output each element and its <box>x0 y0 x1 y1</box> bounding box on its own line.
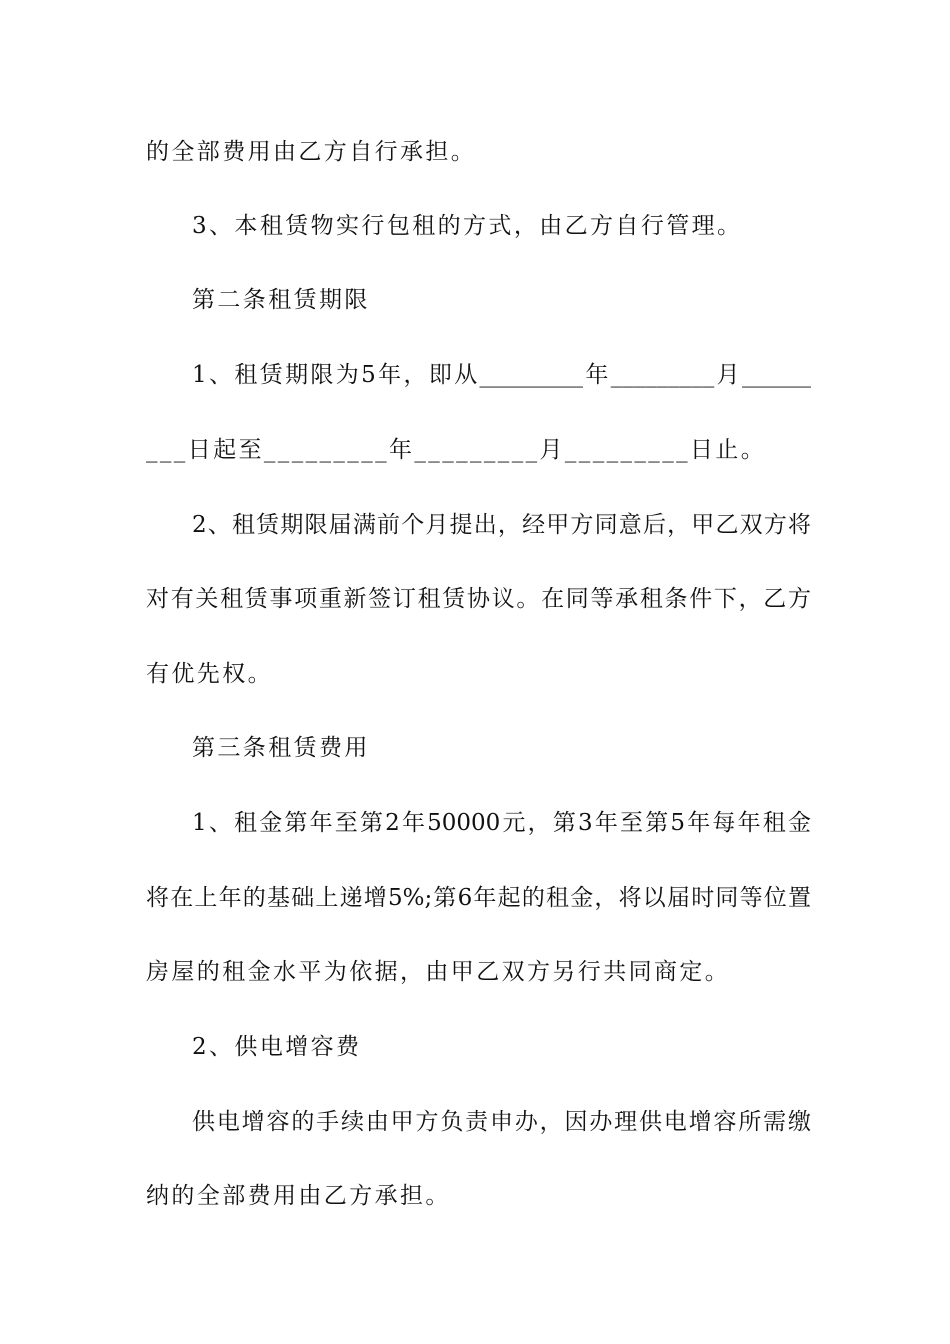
paragraph-line: 房屋的租金水平为依据，由甲乙双方另行共同商定。 <box>146 959 731 985</box>
paragraph-line: 供电增容的手续由甲方负责申办，因办理供电增容所需缴 <box>192 1109 811 1135</box>
paragraph-line: 3、本租赁物实行包租的方式，由乙方自行管理。 <box>192 213 743 239</box>
paragraph-line: 的全部费用由乙方自行承担。 <box>146 139 477 165</box>
paragraph-line: 1、租金第年至第2年50000元，第3年至第5年每年租金 <box>192 810 811 836</box>
paragraph-line: ___日起至_________年_________月_________日止。 <box>146 437 767 463</box>
subsection-heading: 2、供电增容费 <box>192 1034 362 1060</box>
section-heading: 第二条租赁期限 <box>192 287 370 313</box>
paragraph-line: 2、租赁期限届满前个月提出，经甲方同意后，甲乙双方将 <box>192 512 811 538</box>
paragraph-line: 将在上年的基础上递增5%;第6年起的租金，将以届时同等位置 <box>146 885 811 911</box>
section-heading: 第三条租赁费用 <box>192 735 370 761</box>
paragraph-line: 对有关租赁事项重新签订租赁协议。在同等承租条件下，乙方 <box>146 586 811 612</box>
paragraph-line: 纳的全部费用由乙方承担。 <box>146 1183 451 1209</box>
paragraph-line: 有优先权。 <box>146 661 273 687</box>
paragraph-line: 1、租赁期限为5年，即从_________年_________月______ <box>192 362 811 388</box>
